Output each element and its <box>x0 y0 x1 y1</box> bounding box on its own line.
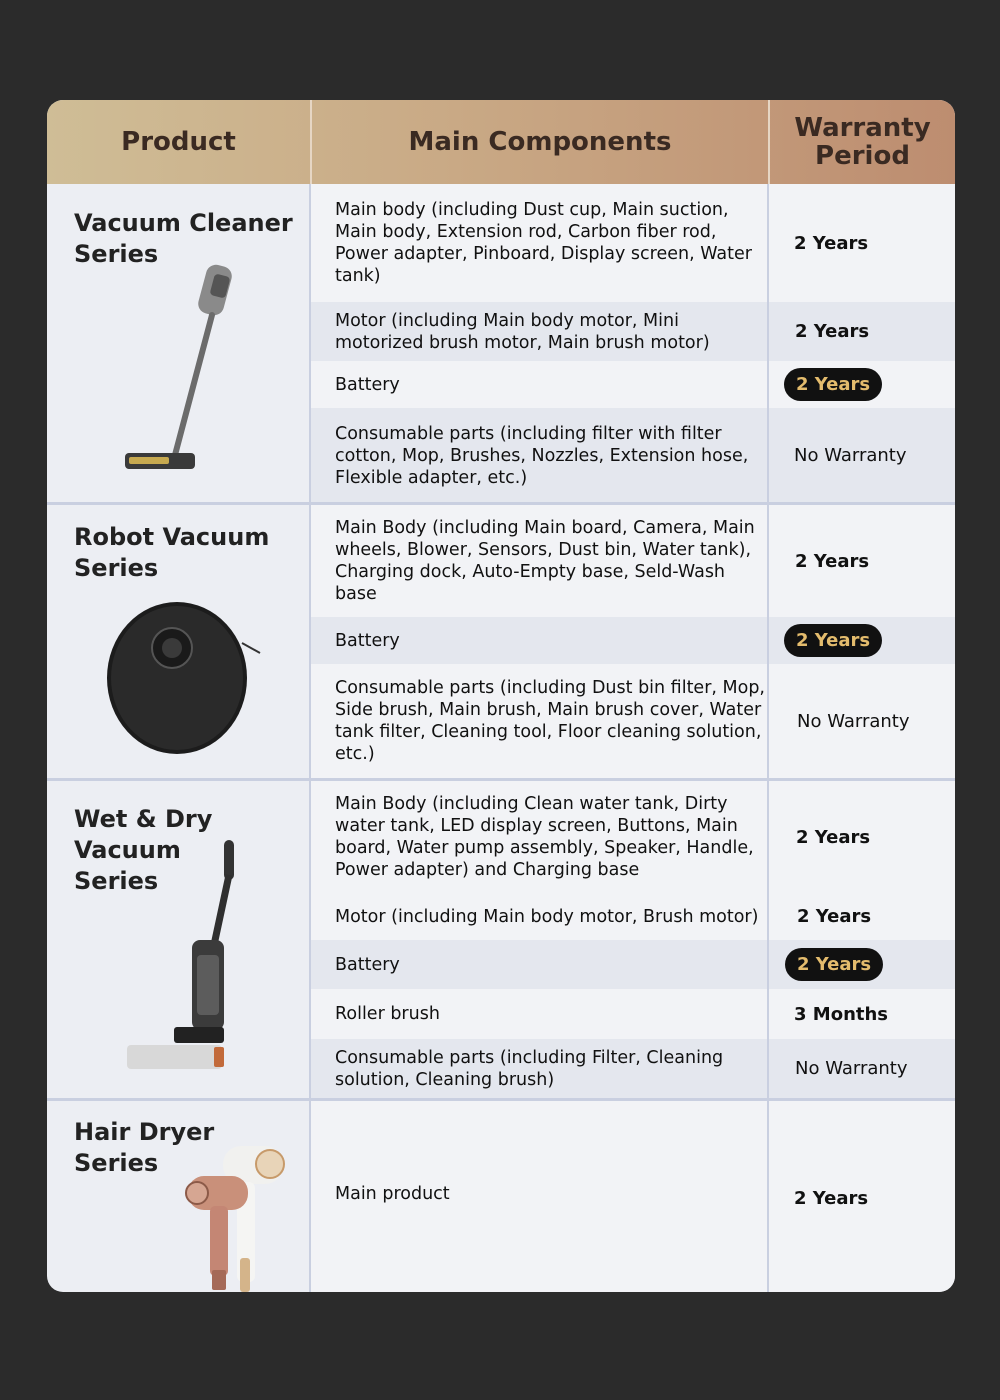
table-row <box>310 781 955 893</box>
table-row <box>310 893 955 940</box>
warranty-value: 2 Years <box>795 550 870 572</box>
series-name: Robot Vacuum Series <box>74 523 270 582</box>
warranty-value: 2 Years <box>796 826 871 848</box>
component-text: Main Body (including Clean water tank, Dirty water tank, LED display screen, Buttons, Main board, Water pump assembly, Speaker, Handle, Power adapter) and Charging base <box>335 794 754 880</box>
component-text: Main Body (including Main board, Camera, Main wheels, Blower, Sensors, Dust bin, Water tank), Charging dock, Auto-Empty base, Seld-Wash base <box>335 518 755 604</box>
series-name: Wet & Dry Vacuum Series <box>74 805 213 895</box>
warranty-value: 3 Months <box>794 1003 889 1025</box>
component-text: Main product <box>335 1184 450 1204</box>
warranty-badge: 2 Years <box>784 624 882 657</box>
component-text: Battery <box>335 374 400 395</box>
warranty-value: No Warranty <box>797 710 910 732</box>
stick-vacuum-image <box>117 255 257 480</box>
warranty-badge: 2 Years <box>785 948 883 981</box>
header-warranty: Warranty Period <box>794 113 931 171</box>
robot-vacuum-image <box>102 598 262 758</box>
warranty-value: No Warranty <box>795 1058 908 1079</box>
series-name: Hair Dryer Series <box>74 1118 215 1177</box>
component-text: Roller brush <box>335 1004 440 1024</box>
warranty-table <box>47 100 955 1292</box>
warranty-value <box>768 617 955 664</box>
header-components: Main Components <box>408 127 672 157</box>
warranty-value: 2 Years <box>794 1187 869 1209</box>
table-row <box>310 617 955 664</box>
component-text: Consumable parts (including Filter, Cleaning solution, Cleaning brush) <box>335 1047 724 1090</box>
header-product: Product <box>121 127 236 157</box>
component-text: Battery <box>335 954 400 975</box>
component-text: Motor (including Main body motor, Mini motorized brush motor, Main brush motor) <box>335 310 710 353</box>
table-row <box>310 361 955 408</box>
warranty-badge: 2 Years <box>784 368 882 401</box>
component-text: Consumable parts (including filter with filter cotton, Mop, Brushes, Nozzles, Extension hose, Flexible adapter, etc.) <box>335 423 749 488</box>
table-row <box>310 505 955 617</box>
table-row <box>310 408 955 503</box>
table-row <box>310 664 955 778</box>
warranty-value: 2 Years <box>797 906 872 927</box>
table-header <box>47 100 955 184</box>
series-name: Vacuum Cleaner Series <box>74 209 293 268</box>
table-row <box>310 1039 955 1098</box>
table-row <box>310 989 955 1039</box>
warranty-value: No Warranty <box>794 445 907 466</box>
hair-dryer-image <box>185 1138 285 1292</box>
table-row <box>310 184 955 302</box>
warranty-value <box>768 361 955 408</box>
wet-dry-vacuum-image <box>122 835 252 1080</box>
warranty-value: 2 Years <box>794 232 869 254</box>
component-text: Battery <box>335 630 400 651</box>
table-row <box>310 1101 955 1292</box>
warranty-value: 2 Years <box>795 321 870 342</box>
component-text: Consumable parts (including Dust bin filter, Mop, Side brush, Main brush, Main brush cover, Water tank filter, Cleaning tool, Floor cleaning solution, etc.) <box>335 678 765 764</box>
component-text: Motor (including Main body motor, Brush motor) <box>335 906 759 927</box>
table-row <box>310 940 955 989</box>
component-text: Main body (including Dust cup, Main suction, Main body, Extension rod, Carbon fiber rod, Power adapter, Pinboard, Display screen, Water tank) <box>335 200 752 286</box>
warranty-value <box>768 940 955 989</box>
table-row <box>310 302 955 361</box>
